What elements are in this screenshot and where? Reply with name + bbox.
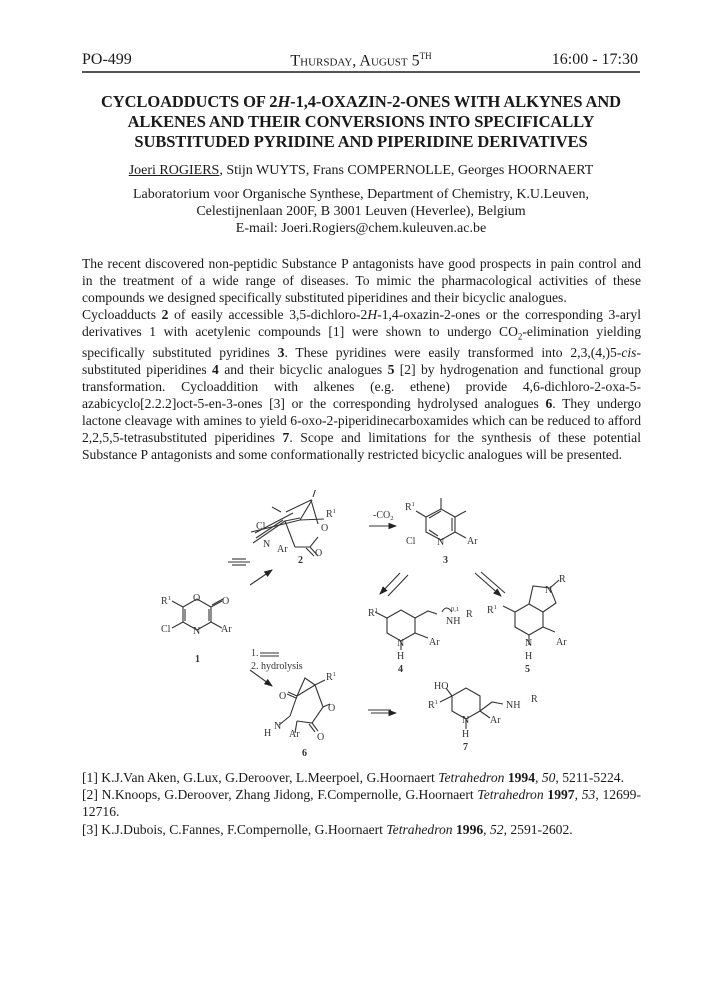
title-line-1: CYCLOADDUCTS OF 2H-1,4-OXAZIN-2-ONES WITH ALKYNES AND — [100, 92, 621, 111]
label-r: R — [559, 574, 566, 585]
compound-number-7: 7 — [463, 742, 468, 753]
label-r1: $R^1$ — [326, 671, 336, 683]
label-co2: $-CO_2$ — [373, 510, 394, 522]
label-n: N — [437, 537, 445, 548]
label-o: O — [315, 548, 323, 559]
compound-3-structure — [416, 498, 466, 540]
label-o: O — [317, 732, 325, 743]
label-ar: Ar — [556, 637, 567, 648]
label-cl: Cl — [161, 624, 171, 635]
label-ar: Ar — [490, 715, 501, 726]
label-r: R — [531, 694, 538, 705]
reaction-scheme — [140, 490, 620, 765]
label-h: H — [462, 729, 470, 740]
poster-code: PO-499 — [82, 51, 132, 68]
arrow-3-to-5a — [475, 573, 501, 596]
reference-item: [3] K.J.Dubois, C.Fannes, F.Compernolle, G.Hoornaert Tetrahedron 1996, 52, 2591-2602. — [82, 821, 573, 837]
presenting-author: Joeri ROGIERS — [128, 163, 220, 178]
abstract — [82, 256, 641, 464]
compound-6-structure — [279, 678, 330, 733]
abstract-paragraph-1: The recent discovered non-peptidic Substance P antagonists have good prospects in pain control and in the treatment of a wide range of diseases. To mimic the pharmacological activities of these compounds we designed specifically substituted piperidines and their bicyclic analogues. — [82, 256, 641, 305]
alkyne-reagent — [228, 559, 250, 565]
compound-number-2: 2 — [298, 555, 303, 566]
session-time: 16:00 - 17:30 — [551, 51, 638, 68]
email: E-mail: Joeri.Rogiers@chem.kuleuven.ac.be — [235, 221, 487, 236]
reference-item: [2] N.Knoops, G.Deroover, Zhang Jidong, F.Compernolle, G.Hoornaert Tetrahedron 1997, 53, 12699-12716. — [82, 787, 641, 820]
arrow-1-to-2 — [250, 570, 272, 585]
label-cl: Cl — [406, 536, 416, 547]
label-ar: Ar — [289, 729, 300, 740]
page-header — [82, 49, 640, 73]
label-n: N — [525, 638, 533, 649]
abstract-paragraph-2: Cycloadducts 2 of easily accessible 3,5-dichloro-2H-1,4-oxazin-2-ones or the corresponding 3-aryl derivatives 1 with acetylenic compounds [1] were shown to undergo $CO_2$-elimination yielding specifically substituted pyridines 3. These pyridines were easily transformed into 2,3,(4,)5-cis-substituted piperidines 4 and their bicyclic analogues 5 [2] by hydrogenation and functional group transformation. Cycloaddition with alkenes (e.g. ethene) provide 4,6-dichloro-2-oxa-5-azabicyclo[2.2.2]oct-5-en-3-ones [3] or the corresponding hydrolysed analogues 6. They undergo lactone cleavage with amines to yield 6-oxo-2-piperidinecarboxamides which can be reduced to afford 2,2,5,5-tetrasubstituted piperidines 7. Scope and limitations for the synthesis of these potential Substance P antagonists and some conformationally restricted bicyclic analogues will be presented. — [82, 306, 642, 462]
label-o: O — [321, 523, 329, 534]
label-r: R — [466, 609, 473, 620]
compound-number-1: 1 — [195, 654, 200, 665]
label-ar: Ar — [429, 637, 440, 648]
compound-number-6: 6 — [302, 748, 307, 759]
label-n01: 0,1 — [451, 606, 460, 613]
label-ar: Ar — [467, 536, 478, 547]
label-r1: $R^1$ — [368, 607, 378, 619]
title-line-2: ALKENES AND THEIR CONVERSIONS INTO SPECIFICALLY — [127, 112, 595, 131]
label-r1: $R^1$ — [161, 595, 171, 607]
label-n: N — [263, 539, 271, 550]
co-authors: , Stijn WUYTS, Frans COMPERNOLLE, Georges HOORNAERT — [219, 163, 594, 178]
label-nh: NH — [506, 700, 521, 711]
label-o: O — [222, 596, 230, 607]
label-h: H — [264, 728, 272, 739]
session-day: Thursday, August 5TH — [290, 51, 432, 70]
title-line-3: SUBSTITUDED PYRIDINE AND PIPERIDINE DERIVATIVES — [134, 132, 588, 151]
label-ho: HO — [434, 681, 449, 692]
paper-title — [82, 92, 640, 152]
reference-list — [82, 769, 641, 838]
arrow-3-to-4b — [388, 575, 408, 596]
label-step-1: 1. — [251, 648, 259, 659]
affiliation: Laboratorium voor Organische Synthese, Department of Chemistry, K.U.Leuven, Celestijnenlaan 200F, B 3001 Leuven (Heverlee), Belgium E-mail: Joeri.Rogiers@chem.kuleuven.ac.be — [82, 186, 640, 237]
author-list — [82, 163, 640, 179]
label-n: N — [193, 626, 201, 637]
label-h: H — [525, 651, 533, 662]
reference-item: [1] K.J.Van Aken, G.Lux, G.Deroover, L.Meerpoel, G.Hoornaert Tetrahedron 1994, 50, 5211-5224. — [82, 770, 624, 785]
ethene-reagent — [260, 653, 279, 656]
label-n: N — [545, 585, 553, 596]
label-r1: $R^1$ — [405, 501, 415, 513]
label-n: N — [397, 638, 405, 649]
label-r1: $R^1$ — [428, 699, 438, 711]
compound-number-3: 3 — [443, 555, 448, 566]
label-ar: Ar — [221, 624, 232, 635]
compound-number-4: 4 — [398, 664, 403, 675]
label-n: N — [274, 721, 282, 732]
label-h: H — [397, 651, 405, 662]
arrow-3-to-5b — [481, 572, 505, 593]
label-ar: Ar — [277, 544, 288, 555]
label-o: O — [193, 593, 201, 604]
arrow-3-to-4a — [380, 573, 400, 594]
label-step-2: 2. hydrolysis — [251, 661, 303, 672]
label-o: O — [328, 703, 336, 714]
arrow-1-to-6 — [250, 670, 272, 686]
label-n: N — [462, 715, 470, 726]
label-r1: $R^1$ — [326, 508, 336, 520]
label-cl: Cl — [256, 521, 266, 532]
label-nh: NH — [446, 616, 461, 627]
label-o: O — [279, 691, 287, 702]
label-r1: $R^1$ — [487, 604, 497, 616]
compound-number-5: 5 — [525, 664, 530, 675]
compound-4-structure — [375, 608, 452, 650]
